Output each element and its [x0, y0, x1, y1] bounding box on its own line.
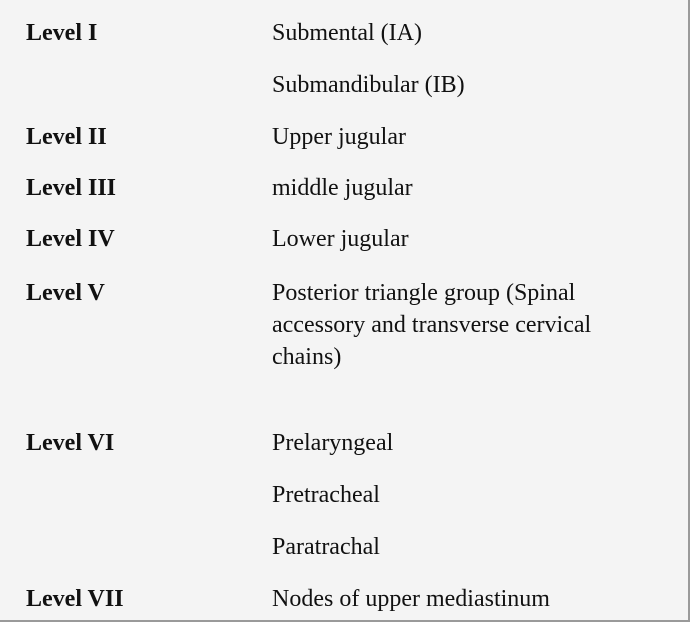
region-text: Submandibular (IB) [272, 72, 465, 98]
region-text: Prelaryngeal [272, 430, 394, 456]
region-text: Submental (IA) [272, 20, 422, 46]
region-text: Lower jugular [272, 226, 409, 252]
level-label: Level V [26, 280, 105, 306]
level-label: Level II [26, 124, 107, 150]
level-label: Level IV [26, 226, 115, 252]
level-label: Level VI [26, 430, 115, 456]
region-text: Nodes of upper mediastinum [272, 586, 550, 612]
region-text: Paratrachal [272, 534, 380, 560]
region-text: Upper jugular [272, 124, 406, 150]
level-label: Level I [26, 20, 98, 46]
region-text: Posterior triangle group (Spinal accessory and transverse cervical chains) [272, 280, 592, 370]
region-text: middle jugular [272, 175, 413, 201]
level-label: Level VII [26, 586, 124, 612]
region-text: Pretracheal [272, 482, 380, 508]
level-label: Level III [26, 175, 116, 201]
